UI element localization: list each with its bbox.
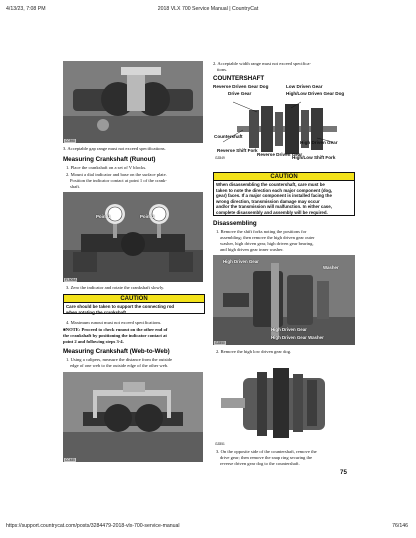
photo-web-to-web	[63, 372, 203, 462]
caution-line: Care should be taken to support the connecting rod	[66, 304, 175, 309]
runout-step-1: 1. Place the crankshaft on a set of V blocks.	[66, 165, 147, 170]
photo-high-driven-gear	[213, 255, 355, 345]
page-number: 75	[340, 469, 347, 476]
photo-label: High Driven Gear	[271, 327, 307, 332]
caution-title: CAUTION	[64, 295, 204, 303]
photo-code: GZ851	[215, 442, 225, 446]
caution-line: gear) faces. If a major component is installed facing the	[216, 193, 332, 199]
dis-step-1b: assembling; then remove the high driven gear outer	[220, 235, 315, 240]
photo-code: GZ849	[215, 156, 225, 160]
dis-step-1d: and high driven gear inner washer.	[220, 247, 284, 252]
label-reverse-shift-fork: Reverse Shift Fork	[217, 148, 258, 153]
print-datetime: 4/13/23, 7:08 PM	[6, 6, 46, 12]
web-step-1b: edge of one web to the outside edge of the other web.	[70, 363, 169, 368]
label-countershaft: Countershaft	[214, 134, 243, 139]
photo-label: High Driven Gear Washer	[271, 335, 324, 340]
caution-text	[64, 303, 204, 316]
caution-title: CAUTION	[214, 173, 354, 181]
heading-web-to-web: Measuring Crankshaft (Web-to-Web)	[63, 348, 170, 355]
dis-step-3b: drive gear; then remove the snap ring securing the	[220, 455, 313, 460]
photo-label: High Driven Gear	[223, 259, 259, 264]
label-low-driven-gear: Low Driven Gear	[286, 84, 323, 89]
label-point-1: Point 1	[96, 214, 111, 219]
caution-text	[214, 181, 354, 217]
dis-step-3a: 3. On the opposite side of the countershaft, remove the	[216, 449, 317, 454]
photo-code: FI-905A	[65, 278, 77, 282]
dis-step-1a: 1. Remove the shift forks noting the positions for	[216, 229, 307, 234]
print-footer	[0, 523, 416, 533]
photo-crankshaft-gap-image	[63, 61, 203, 143]
dis-step-2: 2. Remove the high low driven gear dog.	[216, 349, 292, 354]
label-reverse-driven-gear: Reverse Driven Gear	[257, 152, 303, 157]
step-width-range-b: tions.	[217, 67, 228, 72]
photo-gear-dog-image	[213, 358, 355, 446]
label-point-2: Point 2	[140, 214, 155, 219]
photo-code: CC485	[65, 458, 75, 462]
caution-line: and/or the transmission will malfunction. In either case,	[216, 204, 332, 210]
print-header	[0, 6, 416, 18]
note-line-2: the crankshaft by positioning the indicator contact at	[63, 333, 167, 338]
runout-step-2c: shaft.	[70, 184, 81, 189]
runout-step-2a: 2. Mount a dial indicator and base on the surface plate.	[66, 172, 167, 177]
print-title: 2018 VLX 700 Service Manual | CountryCat	[157, 6, 259, 12]
photo-runout-setup	[63, 192, 203, 282]
photo-gear-dog	[213, 358, 355, 446]
heading-runout: Measuring Crankshaft (Runout)	[63, 156, 156, 163]
dis-step-3c: reverse driven gear dog to the countershaft.	[220, 461, 300, 466]
runout-step-4: 4. Maximum runout must not exceed specifications.	[66, 320, 162, 325]
caution-line: complete disassembly and assembly will be required.	[216, 209, 328, 215]
note-line-1: ■NOTE: Proceed to check runout on the other end of	[63, 327, 168, 332]
caution-line: wrong direction, transmission damage may occur	[216, 198, 320, 204]
note-line-3: point 2 and following steps 3-4.	[63, 339, 124, 344]
manual-page	[60, 58, 356, 476]
label-reverse-driven-gear-dog: Reverse Driven Gear Dog	[213, 84, 269, 89]
photo-code: GZ850	[215, 341, 225, 345]
step-gap-range: 3. Acceptable gap range must not exceed specifications.	[63, 146, 166, 151]
label-drive-gear: Drive Gear	[228, 91, 252, 96]
step-width-range-a: 2. Acceptable width range must not exceed specifica-	[213, 61, 311, 66]
label-high-low-shift-fork: High/Low Shift Fork	[292, 155, 336, 160]
photo-web-to-web-image	[63, 372, 203, 462]
photo-runout-setup-image	[63, 192, 203, 282]
caution-line: When disassembling the countershaft, care must be	[216, 182, 325, 187]
photo-crankshaft-gap	[63, 61, 203, 143]
photo-label: Washer	[323, 265, 339, 270]
heading-disassembling: Disassembling	[213, 220, 257, 227]
runout-step-3: 3. Zero the indicator and rotate the crankshaft slowly.	[66, 285, 165, 290]
caution-line: taken to note the direction each major component (dog,	[216, 187, 333, 193]
print-url: https://support.countrycat.com/posts/3284479-2018-vlx-700-service-manual	[6, 523, 180, 529]
photo-code: CC898	[65, 139, 75, 143]
web-step-1a: 1. Using a calipers, measure the distance from the outside	[66, 357, 173, 362]
print-page-count: 76/146	[392, 523, 408, 529]
dis-step-1c: washer, high driven gear, high driven gear bearing,	[220, 241, 314, 246]
caution-box-connecting-rod	[63, 294, 205, 314]
runout-step-2b: Position the indicator contact at point 1 of the crank-	[70, 178, 167, 183]
heading-countershaft: COUNTERSHAFT	[213, 75, 265, 82]
label-high-driven-gear: High Driven Gear	[300, 140, 338, 145]
caution-box-countershaft	[213, 172, 355, 216]
caution-line: when rotating the crankshaft.	[66, 309, 128, 315]
label-high-low-driven-gear-dog: High/Low Driven Gear Dog	[286, 91, 345, 96]
